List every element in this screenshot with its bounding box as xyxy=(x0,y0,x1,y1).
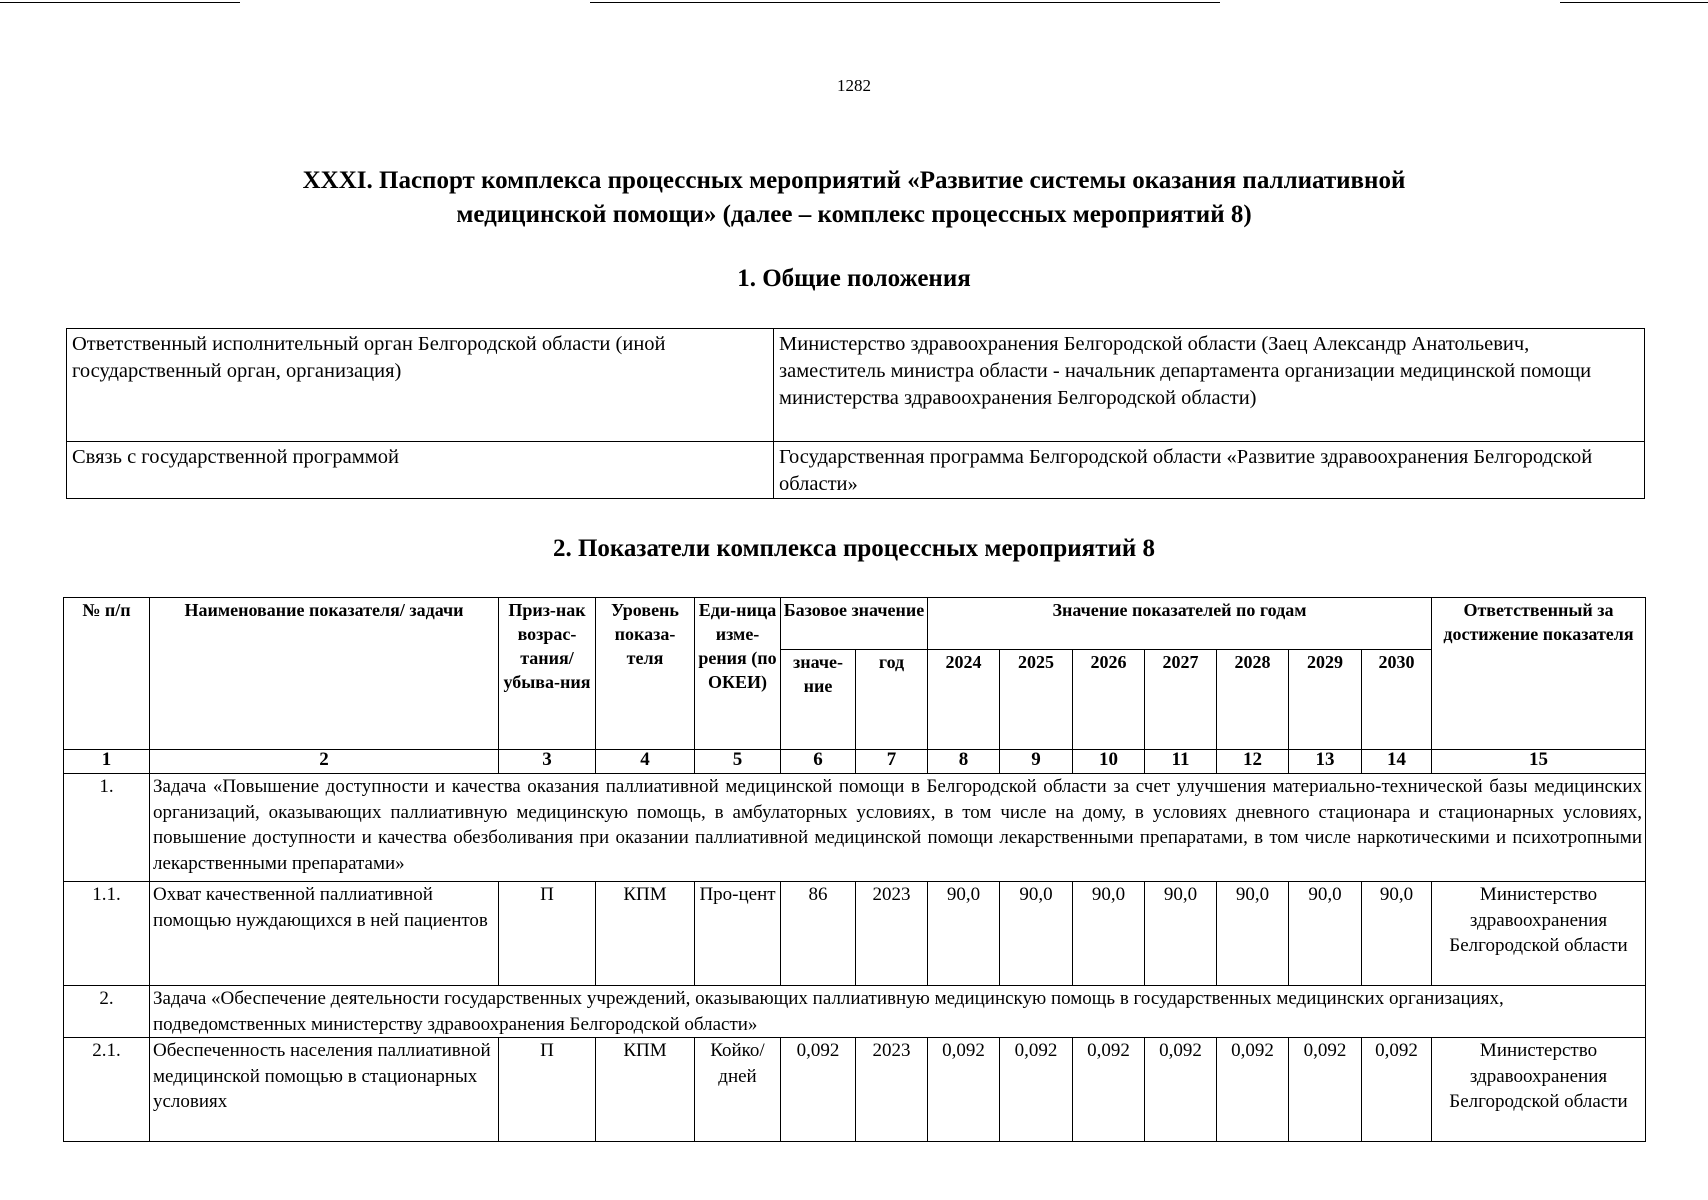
indicator-level: КПМ xyxy=(596,1038,695,1142)
column-number: 1 xyxy=(64,750,150,774)
document-title xyxy=(0,164,1708,232)
indicator-responsible: Министерство здравоохранения Белгородской области xyxy=(1432,882,1646,986)
header-row xyxy=(64,598,1646,650)
indicator-name: Охват качественной паллиативной помощью нуждающихся в ней пациентов xyxy=(150,882,499,986)
col-header-base: Базовое значение xyxy=(781,598,928,650)
col-header-year: 2027 xyxy=(1145,650,1217,750)
col-header-num: № п/п xyxy=(64,598,150,750)
indicator-row xyxy=(64,1038,1646,1142)
row-number: 1.1. xyxy=(64,882,150,986)
indicator-base-year: 2023 xyxy=(856,882,928,986)
table-row xyxy=(67,442,1645,499)
indicator-base-value: 0,092 xyxy=(781,1038,856,1142)
responsible-body-label: Ответственный исполнительный орган Белгородской области (иной государственный орган, организация) xyxy=(67,329,774,442)
col-header-base-year: год xyxy=(856,650,928,750)
task-row xyxy=(64,986,1646,1038)
col-header-year: 2030 xyxy=(1362,650,1432,750)
column-number: 15 xyxy=(1432,750,1646,774)
indicator-sign: П xyxy=(499,1038,596,1142)
indicator-value-2029: 0,092 xyxy=(1289,1038,1362,1142)
indicator-value-2027: 0,092 xyxy=(1145,1038,1217,1142)
col-header-level: Уровень показа-теля xyxy=(596,598,695,750)
task-row xyxy=(64,774,1646,882)
document-title-line2: медицинской помощи» (далее – комплекс процессных мероприятий 8) xyxy=(456,201,1252,228)
indicator-value-2024: 90,0 xyxy=(928,882,1000,986)
indicator-value-2030: 90,0 xyxy=(1362,882,1432,986)
row-number: 2. xyxy=(64,986,150,1038)
general-provisions-table xyxy=(66,328,1645,499)
col-header-year: 2024 xyxy=(928,650,1000,750)
section2-heading: 2. Показатели комплекса процессных мероприятий 8 xyxy=(552,535,1156,562)
column-number: 10 xyxy=(1073,750,1145,774)
indicator-row xyxy=(64,882,1646,986)
indicator-value-2028: 90,0 xyxy=(1217,882,1289,986)
col-header-sign: Приз-нак возрас-тания/ убыва-ния xyxy=(499,598,596,750)
column-number: 13 xyxy=(1289,750,1362,774)
col-header-year: 2025 xyxy=(1000,650,1073,750)
page-number: 1282 xyxy=(837,76,871,95)
indicator-value-2026: 90,0 xyxy=(1073,882,1145,986)
indicator-base-value: 86 xyxy=(781,882,856,986)
col-header-year: 2028 xyxy=(1217,650,1289,750)
col-header-year: 2026 xyxy=(1073,650,1145,750)
indicator-responsible: Министерство здравоохранения Белгородской области xyxy=(1432,1038,1646,1142)
col-header-year: 2029 xyxy=(1289,650,1362,750)
indicator-unit: Койко/ дней xyxy=(695,1038,781,1142)
top-rule-right xyxy=(1560,2,1708,3)
indicators-table xyxy=(63,597,1646,1142)
table-row xyxy=(67,329,1645,442)
column-number: 14 xyxy=(1362,750,1432,774)
task-text: Задача «Повышение доступности и качества оказания паллиативной медицинской помощи в Белгородской области за счет улучшения материально-технической базы медицинских организаций, оказывающих паллиативную медицинскую помощь, в амбулаторных условиях, в том числе на дому, в условиях дневного стационара и стационарных условиях, повышение доступности и качества обезболивания при оказании паллиативной медицинской помощи лекарственными препаратами, в том числе наркотическими и психотропными лекарственными препаратами» xyxy=(150,774,1646,882)
indicator-base-year: 2023 xyxy=(856,1038,928,1142)
column-number: 7 xyxy=(856,750,928,774)
column-number: 12 xyxy=(1217,750,1289,774)
col-header-responsible: Ответственный за достижение показателя xyxy=(1432,598,1646,750)
column-number-row xyxy=(64,750,1646,774)
indicator-value-2026: 0,092 xyxy=(1073,1038,1145,1142)
indicator-value-2025: 0,092 xyxy=(1000,1038,1073,1142)
indicator-sign: П xyxy=(499,882,596,986)
col-header-base-value: значе-ние xyxy=(781,650,856,750)
indicator-value-2029: 90,0 xyxy=(1289,882,1362,986)
top-rule-left xyxy=(0,2,240,3)
indicator-value-2028: 0,092 xyxy=(1217,1038,1289,1142)
program-link-value: Государственная программа Белгородской области «Развитие здравоохранения Белгородской области» xyxy=(774,442,1645,499)
top-rule-middle xyxy=(590,2,1220,3)
document-title-line1: XXXI. Паспорт комплекса процессных мероприятий «Развитие системы оказания паллиативной xyxy=(302,167,1406,194)
column-number: 8 xyxy=(928,750,1000,774)
row-number: 1. xyxy=(64,774,150,882)
column-number: 3 xyxy=(499,750,596,774)
column-number: 2 xyxy=(150,750,499,774)
column-number: 11 xyxy=(1145,750,1217,774)
responsible-body-value: Министерство здравоохранения Белгородской области (Заец Александр Анатольевич, заместитель министра области - начальник департамента организации медицинской помощи министерства здравоохранения Белгородской области) xyxy=(774,329,1645,442)
indicator-unit: Про-цент xyxy=(695,882,781,986)
program-link-label: Связь с государственной программой xyxy=(67,442,774,499)
indicator-value-2024: 0,092 xyxy=(928,1038,1000,1142)
col-header-name: Наименование показателя/ задачи xyxy=(150,598,499,750)
indicator-level: КПМ xyxy=(596,882,695,986)
col-header-years-group: Значение показателей по годам xyxy=(928,598,1432,650)
column-number: 4 xyxy=(596,750,695,774)
indicator-name: Обеспеченность населения паллиативной медицинской помощью в стационарных условиях xyxy=(150,1038,499,1142)
indicator-value-2027: 90,0 xyxy=(1145,882,1217,986)
col-header-unit: Еди-ница изме-рения (по ОКЕИ) xyxy=(695,598,781,750)
column-number: 9 xyxy=(1000,750,1073,774)
section1-heading: 1. Общие положения xyxy=(737,265,971,292)
column-number: 5 xyxy=(695,750,781,774)
indicator-value-2030: 0,092 xyxy=(1362,1038,1432,1142)
indicator-value-2025: 90,0 xyxy=(1000,882,1073,986)
column-number: 6 xyxy=(781,750,856,774)
task-text: Задача «Обеспечение деятельности государственных учреждений, оказывающих паллиативную медицинскую помощь в государственных медицинских организациях, подведомственных министерству здравоохранения Белгородской области» xyxy=(150,986,1646,1038)
row-number: 2.1. xyxy=(64,1038,150,1142)
